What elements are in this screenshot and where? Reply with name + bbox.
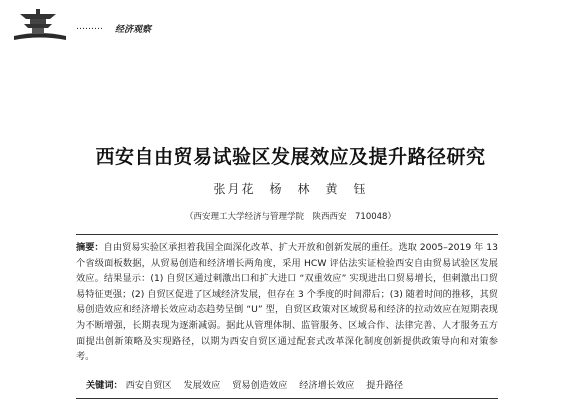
keywords xyxy=(86,377,496,391)
keywords-label: 关键词： xyxy=(86,380,123,391)
abstract-text: 自由贸易实验区承担着我国全面深化改革、扩大开放和创新发展的重任。选取 2005–2019 年 13 个省级面板数据，从贸易创造和经济增长两角度，采用 HCW 评估法实证检验西安自由贸易试验区发展效应。结果显示：(1) 自贸区通过刺激出口和扩大进口 “双重效应” 实现进出口贸易增长，但刺激出口贸易特征更强；(2) 自贸区促进了区域经济发展，但存在 3 个季度的时间滞后；(3) 随着时间的推移，其贸易创造效应和经济增长效应动态趋势呈倒 “U” 型，自贸区政策对区域贸易和经济的拉动效应在短期表现为不断增强，长期表现为逐渐减弱。据此从管理体制、监管服务、区域合作、法律完善、人才服务五方面提出创新策略及实现路径，以期为西安自贸区通过配套式改革深化制度创新提供政策导向和对策参考。 xyxy=(76,242,498,363)
keyword-item: 经济增长效应 xyxy=(299,380,355,391)
abstract-bottom-rule xyxy=(76,398,498,399)
keyword-item: 提升路径 xyxy=(366,380,404,391)
paper-title: 西安自由贸易试验区发展效应及提升路径研究 xyxy=(95,146,486,168)
affiliation: （西安理工大学经济与管理学院 陕西西安 710048） xyxy=(185,212,396,222)
keyword-item: 西安自贸区 xyxy=(125,380,172,391)
keyword-item: 发展效应 xyxy=(183,380,221,391)
header-dots: ……… xyxy=(76,22,103,32)
section-label: 经济观察 xyxy=(115,25,152,35)
keyword-item: 贸易创造效应 xyxy=(232,380,288,391)
authors: 张月花 杨 林 黄 钰 xyxy=(213,182,368,196)
abstract xyxy=(76,240,498,365)
abstract-label: 摘要： xyxy=(76,242,104,253)
abstract-top-rule xyxy=(76,234,498,235)
journal-header xyxy=(10,6,190,46)
